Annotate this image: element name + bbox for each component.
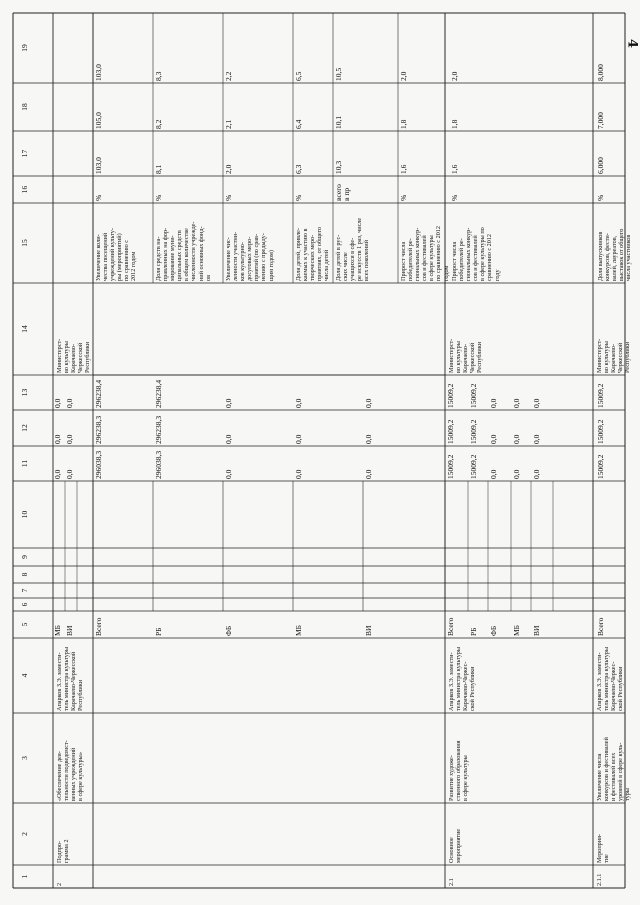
budget-value: 15009,2 xyxy=(596,419,605,444)
indicator-value: 8,2 xyxy=(154,119,163,129)
column-number: 6 xyxy=(20,602,29,607)
indicator-value: 6,4 xyxy=(294,119,303,129)
budget-value: 15009,2 xyxy=(596,383,605,408)
indicator-unit: % xyxy=(224,194,233,201)
indicator-name: Прирост числа победителей ре- гиональных конкур- сов и фестивалей в сфере культуры по сравнению с 2012 годом xyxy=(400,226,450,281)
budget-source: ФБ xyxy=(489,625,498,636)
indicator-value: 103,0 xyxy=(94,64,103,81)
column-number: 16 xyxy=(20,185,29,194)
budget-value: 296038,3 xyxy=(154,450,163,479)
budget-source: ФБ xyxy=(224,625,233,636)
indicator-value: 8,000 xyxy=(596,64,605,81)
executor: Министерст- во культуры Карачаево- Черкесской Республики xyxy=(56,338,92,373)
column-number: 12 xyxy=(20,424,29,432)
indicator-name: Доля средств на- правленных на фор- мирование муни- ципальных средств в общем количестве численности учрежде- ний основных фонд- ов xyxy=(155,221,212,281)
budget-value: 296238,3 xyxy=(154,415,163,444)
budget-source: Всего xyxy=(446,617,455,636)
indicator-name: Доля выпускников конкурсов, фести- валей, лауреатов, выставок от общего числа участников xyxy=(597,228,633,281)
indicator-name: Увеличение чис- ленности участни- ков культурно- досуговых меро- приятий (по срав- нению с предыду- щим годом) xyxy=(225,231,275,281)
indicator-value: 6,000 xyxy=(596,157,605,174)
budget-value: 0,0 xyxy=(532,469,541,479)
budget-source: Всего xyxy=(94,617,103,636)
indicator-value: 2,0 xyxy=(450,71,459,81)
indicator-value: 2,1 xyxy=(224,119,233,129)
column-number: 2 xyxy=(20,832,29,836)
indicator-value: 10,3 xyxy=(334,160,343,174)
budget-value: 0,0 xyxy=(65,469,74,479)
column-number: 18 xyxy=(20,103,29,111)
budget-value: 296238,4 xyxy=(94,379,103,408)
budget-source: МБ xyxy=(294,625,303,636)
budget-value: 0,0 xyxy=(532,398,541,408)
indicator-name: Увеличение коли- чества посещений учреждений культу- ры (мероприятий) по сравнению с 2012 годом xyxy=(95,228,138,281)
row-title: Увеличение числа конкурсов и фестивалей и фестивалей всех уровней в сфере куль- туры xyxy=(596,737,632,801)
indicator-value: 2,2 xyxy=(224,71,233,81)
column-number: 3 xyxy=(20,756,29,760)
indicator-value: 8,3 xyxy=(154,71,163,81)
row-number: 2.1 xyxy=(448,878,455,886)
column-number: 8 xyxy=(20,572,29,577)
budget-value: 296238,4 xyxy=(154,379,163,408)
budget-value: 0,0 xyxy=(294,469,303,479)
row-number: 2.1.1 xyxy=(596,873,603,886)
indicator-unit: % xyxy=(399,194,408,201)
budget-value: 296238,3 xyxy=(94,415,103,444)
budget-value: 0,0 xyxy=(53,434,62,444)
responsible-person: Апарков З.Э. замести- тель министра культуры Карачаево-Черкес- ской Республики xyxy=(596,646,625,711)
row-number: 2 xyxy=(56,882,63,886)
budget-value: 0,0 xyxy=(512,434,521,444)
indicator-unit: % xyxy=(596,194,605,201)
budget-source: РБ xyxy=(154,627,163,636)
column-number: 9 xyxy=(20,555,29,559)
column-number: 13 xyxy=(20,388,29,397)
budget-value: 0,0 xyxy=(294,398,303,408)
executor: Министерст- во культуры Карачаево- Черкесской Республики xyxy=(448,338,484,373)
indicator-value: 105,0 xyxy=(94,112,103,129)
responsible-person: Апарков З.Э. замести- тель министра культуры Карачаево-Черкесской Республики xyxy=(56,646,85,711)
indicator-value: 1,8 xyxy=(399,119,408,129)
indicator-unit: % xyxy=(450,194,459,201)
budget-value: 0,0 xyxy=(294,434,303,444)
indicator-value: 2,0 xyxy=(399,71,408,81)
budget-source: МБ xyxy=(53,625,62,636)
column-number: 14 xyxy=(20,325,29,333)
budget-value: 0,0 xyxy=(364,434,373,444)
row-title: «Обеспечение дея- тельности подведомст- венных учреждений в сфере культуры» xyxy=(56,740,85,801)
indicator-value: 10,5 xyxy=(334,67,343,81)
budget-value: 0,0 xyxy=(489,434,498,444)
budget-value: 0,0 xyxy=(224,398,233,408)
budget-source: ВИ xyxy=(532,625,541,636)
row-type: Мероприя- тие xyxy=(596,834,611,863)
budget-value: 0,0 xyxy=(224,469,233,479)
indicator-unit: % xyxy=(94,194,103,201)
budget-value: 15009,2 xyxy=(446,383,455,408)
column-number: 4 xyxy=(20,673,29,678)
budget-value: 0,0 xyxy=(53,469,62,479)
row-type: Основное мероприятие xyxy=(448,828,463,863)
column-number: 7 xyxy=(20,588,29,593)
responsible-person: Апарков З.Э. замести- тель министра культуры Карачаево-Черкес- ской Республики xyxy=(448,646,477,711)
budget-value: 0,0 xyxy=(512,398,521,408)
budget-source: Всего xyxy=(596,617,605,636)
indicator-value: 2,0 xyxy=(224,164,233,174)
indicator-value: 8,1 xyxy=(154,164,163,174)
budget-value: 296038,3 xyxy=(94,450,103,479)
budget-source: МБ xyxy=(512,625,521,636)
column-number: 5 xyxy=(20,622,29,627)
executor: Министерст- во культуры Карачаево- Черкесской Республики xyxy=(596,338,632,373)
column-number: 15 xyxy=(20,239,29,247)
budget-value: 15009,2 xyxy=(596,454,605,479)
budget-value: 15009,2 xyxy=(446,454,455,479)
budget-value: 0,0 xyxy=(65,398,74,408)
budget-value: 15009,2 xyxy=(469,419,478,444)
budget-source: ВИ xyxy=(364,625,373,636)
indicator-value: 10,1 xyxy=(334,115,343,129)
budget-value: 0,0 xyxy=(364,398,373,408)
column-number: 10 xyxy=(20,510,29,519)
indicator-value: 1,6 xyxy=(450,164,459,174)
column-number: 17 xyxy=(20,149,29,158)
column-number: 11 xyxy=(20,459,29,468)
indicator-value: 1,8 xyxy=(450,119,459,129)
row-title: Развитие художе- ственного образования в сфере культуры xyxy=(448,740,470,801)
budget-value: 15009,2 xyxy=(446,419,455,444)
budget-value: 0,0 xyxy=(532,434,541,444)
indicator-value: 1,6 xyxy=(399,164,408,174)
row-type: Подпро- грамма 2 xyxy=(56,839,71,863)
indicator-name: Прирост числа победителей ре- гиональных конкур- сов и фестивалей в сфере культуры по сравнению с 2012 году xyxy=(451,227,501,281)
budget-value: 15009,2 xyxy=(469,383,478,408)
budget-source: ВИ xyxy=(65,625,74,636)
budget-value: 15009,2 xyxy=(469,454,478,479)
budget-value: 0,0 xyxy=(489,398,498,408)
indicator-unit: всего в пр xyxy=(334,184,351,201)
column-number: 1 xyxy=(20,874,29,879)
indicator-name: Доля детей, привле- каемых к участию в творческих меро- приятиях, от общего числа детей xyxy=(295,226,331,281)
budget-value: 0,0 xyxy=(364,469,373,479)
indicator-unit: % xyxy=(294,194,303,201)
indicator-unit: % xyxy=(154,194,163,201)
indicator-name: Доля детей в рус- ских числе учащихся в сфе- ре искусств 1 раз, числе всех поколений xyxy=(335,217,371,281)
budget-value: 0,0 xyxy=(224,434,233,444)
budget-value: 0,0 xyxy=(512,469,521,479)
budget-value: 0,0 xyxy=(489,469,498,479)
column-number: 19 xyxy=(20,44,29,52)
rotated-table xyxy=(13,13,633,888)
page-number: 4 xyxy=(624,38,640,49)
budget-value: 0,0 xyxy=(53,398,62,408)
indicator-value: 6,3 xyxy=(294,164,303,174)
budget-value: 0,0 xyxy=(65,434,74,444)
budget-source: РБ xyxy=(469,627,478,636)
indicator-value: 7,000 xyxy=(596,112,605,129)
indicator-value: 6,5 xyxy=(294,71,303,81)
indicator-value: 103,0 xyxy=(94,157,103,174)
